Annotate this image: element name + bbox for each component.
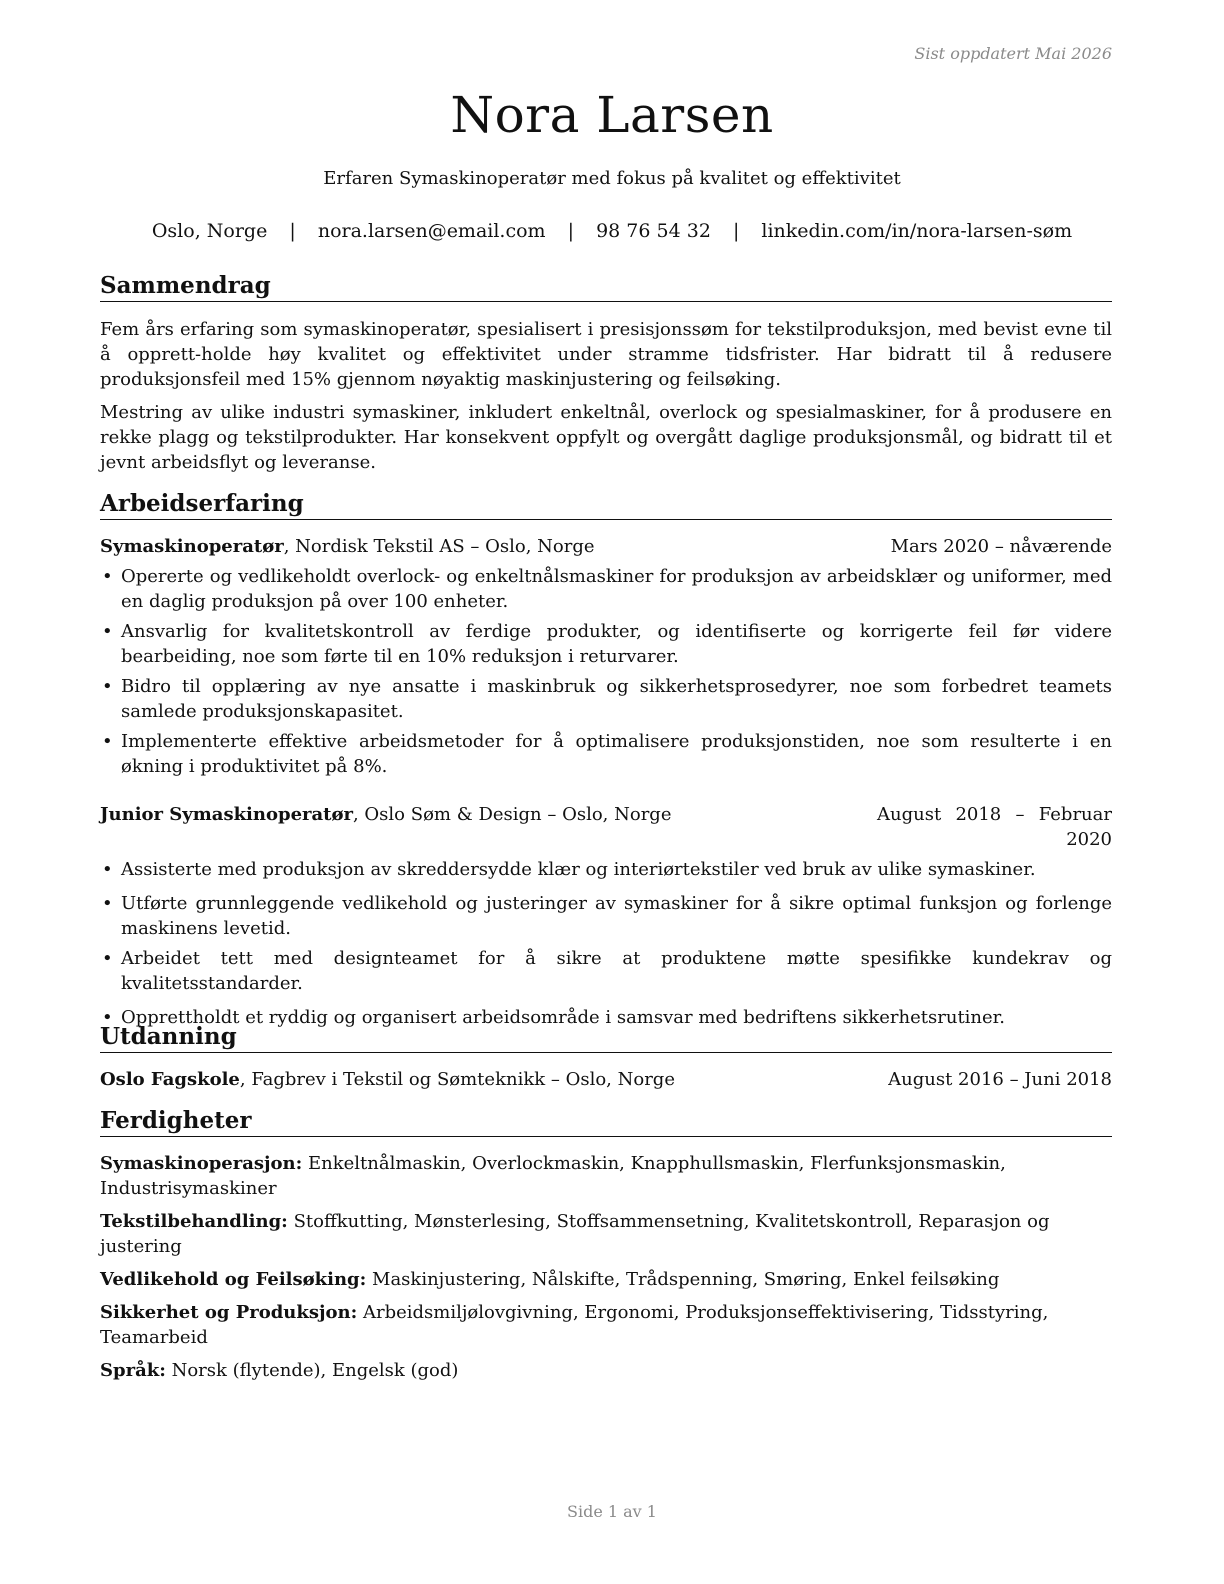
job-employer: , Oslo Søm & Design – Oslo, Norge — [352, 804, 672, 825]
job-bullet: • Arbeidet tett med designteamet for å sikre at produktene møtte spesifikke kundekrav og kvalitetsstandarder. — [100, 946, 1112, 996]
last-updated: Sist oppdatert Mai 2026 — [914, 44, 1112, 63]
skill-label: Språk: — [100, 1360, 166, 1381]
skill-label: Symaskinoperasjon: — [100, 1153, 303, 1174]
job-role: Symaskinoperatør — [100, 536, 284, 557]
skill-label: Sikkerhet og Produksjon: — [100, 1302, 358, 1323]
candidate-name: Nora Larsen — [450, 86, 774, 144]
summary-section — [100, 272, 1112, 475]
education-program: , Fagbrev i Tekstil og Sømteknikk – Oslo, Norge — [239, 1069, 675, 1090]
skill-value: Norsk (flytende), Engelsk (god) — [165, 1360, 459, 1381]
skills-section — [100, 1107, 1112, 1383]
contact-line — [0, 220, 1224, 242]
contact-phone[interactable]: 98 76 54 32 — [596, 220, 711, 242]
job-dates: Mars 2020 – nåværende — [890, 536, 1112, 557]
skill-label: Vedlikehold og Feilsøking: — [100, 1269, 367, 1290]
job-bullet: • Ansvarlig for kvalitetskontroll av ferdige produkter, og identifiserte og korrigerte feil før videre bearbeiding, noe som førte til en 10% reduksjon i returvarer. — [100, 619, 1112, 669]
contact-separator: | — [732, 220, 740, 242]
job-entry — [100, 802, 1112, 1030]
contact-separator: | — [289, 220, 296, 242]
job-role: Junior Symaskinoperatør — [100, 804, 353, 825]
skill-row — [100, 1209, 1112, 1259]
job-bullets — [100, 857, 1112, 1030]
job-bullet: • Implementerte effektive arbeidsmetoder for å optimalisere produksjonstiden, noe som resulterte i en økning i produktivitet på 8%. — [100, 729, 1112, 779]
job-bullet: • Assisterte med produksjon av skreddersydde klær og interiørtekstiler ved bruk av ulike symaskiner. — [100, 857, 1112, 882]
skill-value: Stoffkutting, Mønsterlesing, Stoffsammensetning, Kvalitetskontroll, Reparasjon og justering — [100, 1211, 1050, 1257]
experience-section — [100, 490, 1112, 1030]
education-entry — [100, 1067, 1112, 1092]
skill-value: Maskinjustering, Nålskifte, Trådspenning, Smøring, Enkel feilsøking — [366, 1269, 1000, 1290]
job-dates: August 2018 – Februar 2020 — [877, 804, 1112, 850]
education-dates: August 2016 – Juni 2018 — [888, 1069, 1112, 1090]
job-bullet: • Opererte og vedlikeholdt overlock- og enkeltnålsmaskiner for produksjon av arbeidsklær og uniformer, med en daglig produksjon på over 100 enheter. — [100, 564, 1112, 614]
section-title-skills: Ferdigheter — [100, 1107, 1112, 1137]
section-title-summary: Sammendrag — [100, 272, 1112, 302]
job-bullet: • Bidro til opplæring av nye ansatte i maskinbruk og sikkerhetsprosedyrer, noe som forbedret teamets samlede produksjonskapasitet. — [100, 674, 1112, 724]
contact-location: Oslo, Norge — [151, 220, 268, 242]
job-header — [100, 802, 1112, 852]
skill-label: Tekstilbehandling: — [100, 1211, 288, 1232]
skill-row — [100, 1267, 1112, 1292]
job-bullet: • Utførte grunnleggende vedlikehold og justeringer av symaskiner for å sikre optimal funksjon og forlenge maskinens levetid. — [100, 891, 1112, 941]
skill-value: Enkeltnålmaskin, Overlockmaskin, Knapphullsmaskin, Flerfunksjonsmaskin, Industrisymaskiner — [100, 1153, 1006, 1199]
skill-row — [100, 1358, 1112, 1383]
contact-separator: | — [567, 220, 575, 242]
page-number: Side 1 av 1 — [567, 1502, 657, 1521]
education-school: Oslo Fagskole — [100, 1069, 240, 1090]
job-entry — [100, 534, 1112, 779]
job-bullets — [100, 564, 1112, 779]
summary-paragraph: Fem års erfaring som symaskinoperatør, spesialisert i presisjonssøm for tekstilproduksjon, med bevist evne til å opprett-holde høy kvalitet og effektivitet under stramme tidsfrister. Har bidratt til å redusere produksjonsfeil med 15% gjennom nøyaktig maskinjustering og feilsøking. — [100, 319, 1112, 390]
skill-row — [100, 1300, 1112, 1350]
job-header — [100, 534, 1112, 559]
contact-linkedin[interactable]: linkedin.com/in/nora-larsen-søm — [761, 220, 1073, 242]
tagline: Erfaren Symaskinoperatør med fokus på kvalitet og effektivitet — [323, 168, 901, 189]
section-title-experience: Arbeidserfaring — [100, 490, 1112, 520]
job-employer: , Nordisk Tekstil AS – Oslo, Norge — [283, 536, 595, 557]
contact-email[interactable]: nora.larsen@email.com — [317, 220, 546, 242]
job-bullet: • Opprettholdt et ryddig og organisert arbeidsområde i samsvar med bedriftens sikkerhetsrutiner. — [100, 1005, 1112, 1030]
skill-value: Arbeidsmiljølovgivning, Ergonomi, Produksjonseffektivisering, Tidsstyring, Teamarbeid — [100, 1302, 1049, 1348]
summary-paragraph: Mestring av ulike industri symaskiner, inkludert enkeltnål, overlock og spesialmaskiner, for å produsere en rekke plagg og tekstilprodukter. Har konsekvent oppfylt og overgått daglige produksjonsmål, og bidratt til et jevnt arbeidsflyt og leveranse. — [100, 402, 1112, 473]
section-title-education: Utdanning — [100, 1023, 1112, 1053]
education-section — [100, 1023, 1112, 1092]
skill-row — [100, 1151, 1112, 1201]
